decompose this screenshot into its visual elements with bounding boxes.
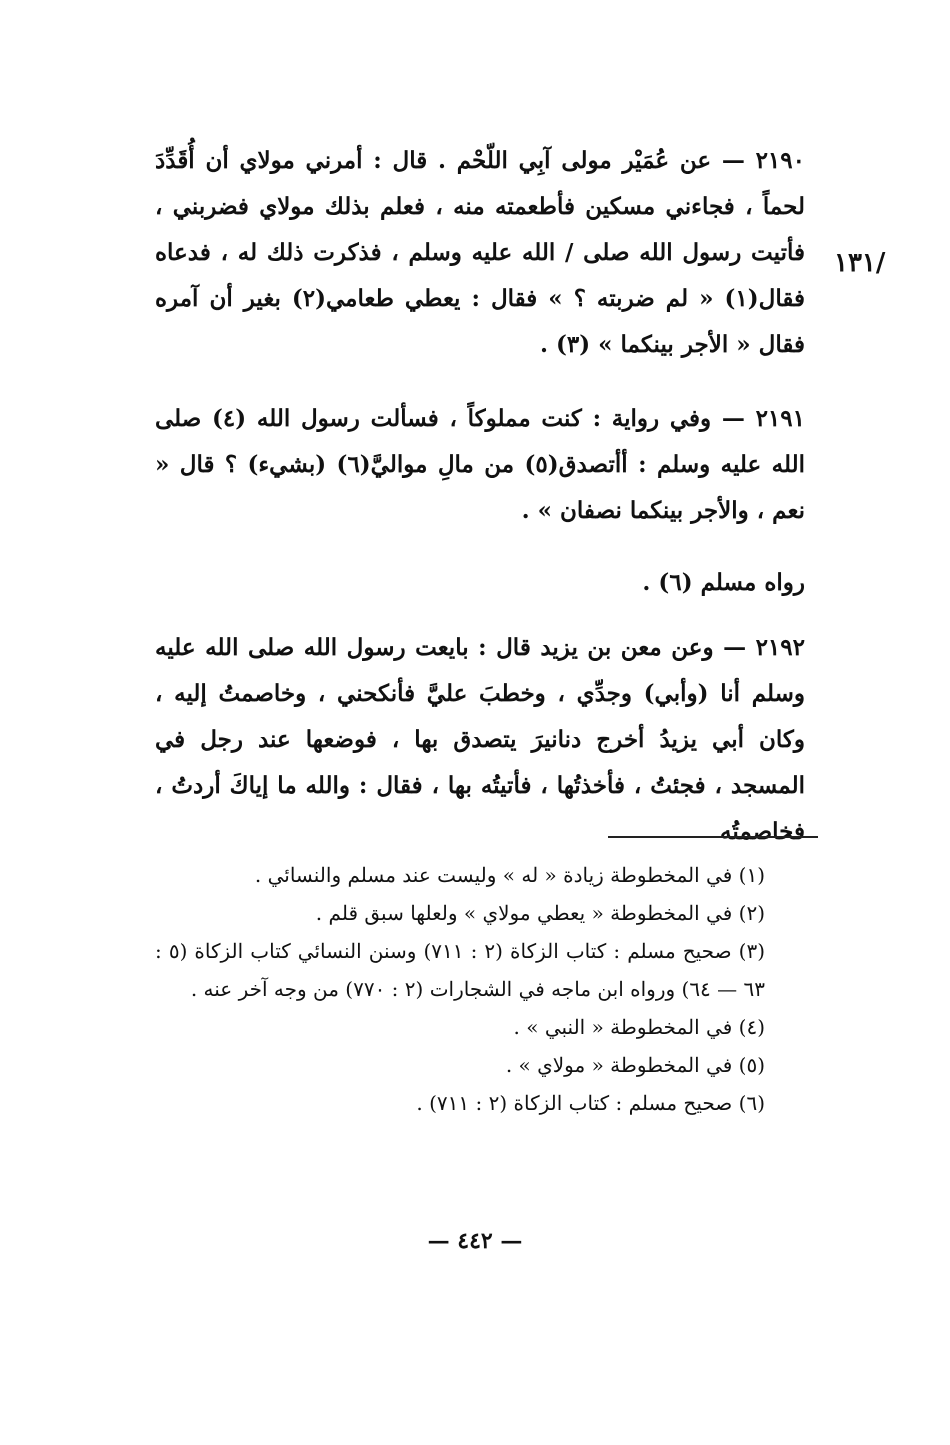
paragraph-text: ٢١٩٠ — عن عُمَيْر مولى آبِي اللّحْم . قال : أمرني مولاي أن أُقَدِّدَ لحماً ، فجاءني مسكين فأطعمته منه ، فعلم بذلك مولاي فضربني ، فأتيت رسول الله صلى / الله عليه وسلم ، فذكرت ذلك له ، فدعاه فقال(١) « لم ضربته ؟ » فقال : يعطي طعامي(٢) بغير أن آمره فقال « الأجر بينكما » (٣) .: [155, 147, 805, 358]
footnote-1: (١) في المخطوطة زيادة « له » وليست عند مسلم والنسائي .: [254, 863, 765, 887]
paragraph-text: ٢١٩١ — وفي رواية : كنت مملوكاً ، فسألت رسول الله (٤) صلى الله عليه وسلم : أأتصدق(٥) من مالِ مواليَّ(٦) (بشيء) ؟ قال « نعم ، والأجر بينكما نصفان » .: [155, 405, 805, 524]
page-number: — ٤٤٢ —: [427, 1228, 523, 1254]
paragraph-text: رواه مسلم (٦) .: [642, 569, 805, 596]
narration-attribution: [155, 560, 805, 606]
footnote-2: (٢) في المخطوطة « يعطي مولاي » ولعلها سبق قلم .: [315, 901, 765, 925]
hadith-2190: [155, 138, 805, 368]
hadith-2191: [155, 396, 805, 534]
footnote-5: (٥) في المخطوطة « مولاي » .: [505, 1053, 765, 1077]
paragraph-text: ٢١٩٢ — وعن معن بن يزيد قال : بايعت رسول الله صلى الله عليه وسلم أنا (وأبي) وجدِّي ، وخطبَ عليَّ فأنكحني ، وخاصمتُ إليه ، وكان أبي يزيدُ أخرج دنانيرَ يتصدق بها ، فوضعها عند رجل في المسجد ، فجئتُ ، فأخذتُها ، فأتيتُه بها ، فقال : والله ما إياكَ أردتُ ، فخاصمتُه: [155, 634, 805, 845]
footnote-3: (٣) صحيح مسلم : كتاب الزكاة (٢ : ٧١١) وسنن النسائي كتاب الزكاة (٥ : ٦٣ — ٦٤) ورواه ابن ماجه في الشجارات (٢ : ٧٧٠) من وجه آخر عنه .: [155, 939, 766, 1001]
footnote-6: (٦) صحيح مسلم : كتاب الزكاة (٢ : ٧١١) .: [416, 1091, 765, 1115]
footnote-4: (٤) في المخطوطة « النبي » .: [513, 1015, 765, 1039]
margin-folio-note: /١٣١: [834, 248, 886, 278]
footnotes: [155, 856, 805, 1122]
hadith-2192: [155, 625, 805, 855]
footnote-divider: [608, 836, 818, 838]
